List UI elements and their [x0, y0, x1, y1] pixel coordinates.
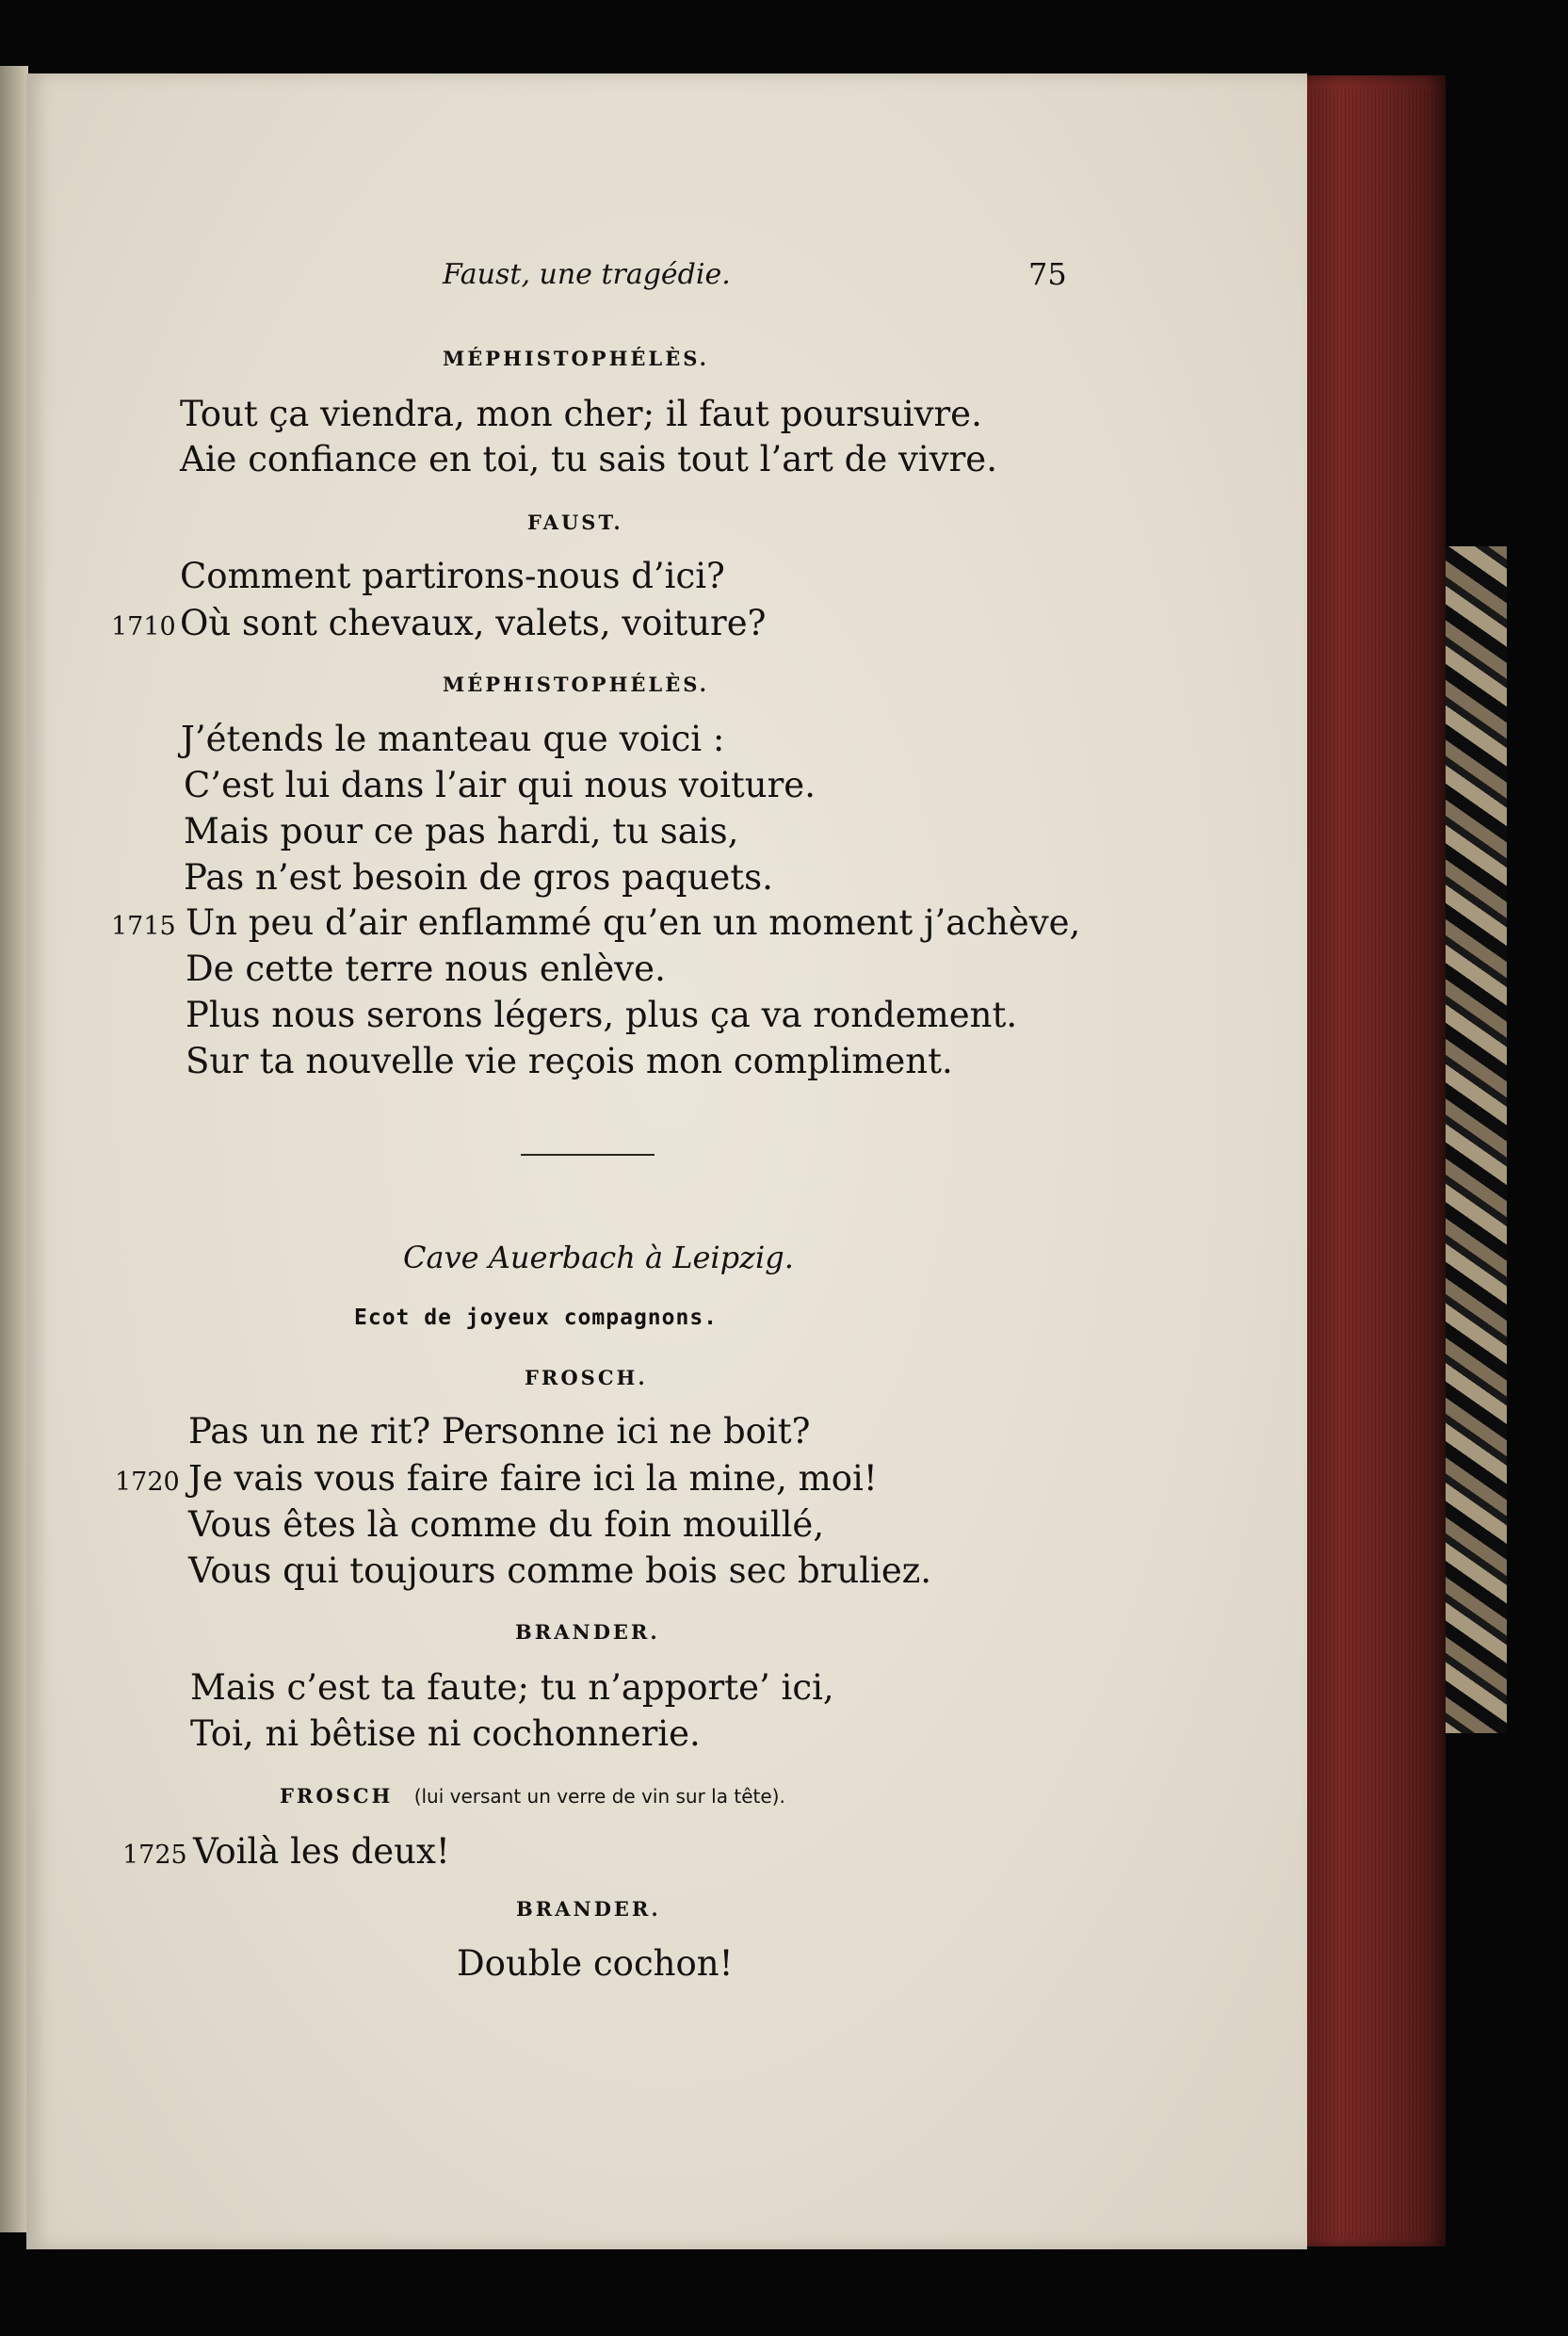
section-divider: [521, 1154, 655, 1156]
running-title: Faust, une tragédie.: [443, 258, 731, 291]
verse-line: C’est lui dans l’air qui nous voiture.: [184, 765, 816, 805]
scene-description: Ecot de joyeux compagnons.: [354, 1306, 719, 1330]
speaker-faust: FAUST.: [527, 511, 623, 534]
verse-line: Pas un ne rit? Personne ici ne boit?: [188, 1411, 811, 1452]
line-number-1715: 1715: [111, 912, 176, 941]
verse-line: Comment partirons-nous d’ici?: [180, 556, 725, 596]
speaker-brander-1: BRANDER.: [515, 1620, 660, 1644]
verse-line: Sur ta nouvelle vie reçois mon compliment.: [186, 1041, 953, 1081]
verse-line: Un peu d’air enflammé qu’en un moment j’achève,: [186, 902, 1081, 943]
scene-title: Cave Auerbach à Leipzig.: [403, 1240, 794, 1275]
verse-line: Vous qui toujours comme bois sec bruliez.: [188, 1550, 932, 1591]
verse-line: Vous êtes là comme du foin mouillé,: [188, 1504, 825, 1545]
stage-direction: (lui versant un verre de vin sur la tête).: [413, 1785, 785, 1808]
speaker-mephistopheles-2: MÉPHISTOPHÉLÈS.: [443, 673, 709, 696]
page-edge-lines: [1304, 89, 1436, 2237]
verse-line: Où sont chevaux, valets, voiture?: [180, 603, 767, 643]
speaker-frosch-1: FROSCH.: [525, 1366, 648, 1389]
verse-line: Plus nous serons légers, plus ça va rondement.: [186, 995, 1018, 1035]
verse-line: Double cochon!: [457, 1943, 734, 1984]
speaker-mephistopheles-1: MÉPHISTOPHÉLÈS.: [443, 347, 709, 370]
verse-line: Tout ça viendra, mon cher; il faut poursuivre.: [180, 394, 982, 434]
verse-line: Je vais vous faire faire ici la mine, moi!: [188, 1458, 878, 1499]
line-number-1710: 1710: [111, 612, 176, 641]
line-number-1720: 1720: [115, 1468, 180, 1497]
verse-line: Mais c’est ta faute; tu n’apporte’ ici,: [190, 1667, 834, 1708]
page-number: 75: [1028, 256, 1067, 292]
verse-line: Mais pour ce pas hardi, tu sais,: [184, 811, 739, 852]
verse-line: Voilà les deux!: [193, 1831, 450, 1872]
facing-page-edge: [0, 66, 28, 2232]
verse-line: Pas n’est besoin de gros paquets.: [184, 857, 773, 898]
verse-line: De cette terre nous enlève.: [186, 949, 666, 989]
verse-line: J’étends le manteau que voici :: [181, 719, 725, 759]
speaker-brander-2: BRANDER.: [516, 1897, 661, 1921]
verse-line: Toi, ni bêtise ni cochonnerie.: [190, 1713, 701, 1754]
line-number-1725: 1725: [122, 1841, 187, 1870]
verse-line: Aie confiance en toi, tu sais tout l’art de vivre.: [180, 439, 997, 479]
speaker-frosch-2: [280, 1784, 785, 1808]
speaker-frosch-name: FROSCH: [280, 1784, 394, 1808]
